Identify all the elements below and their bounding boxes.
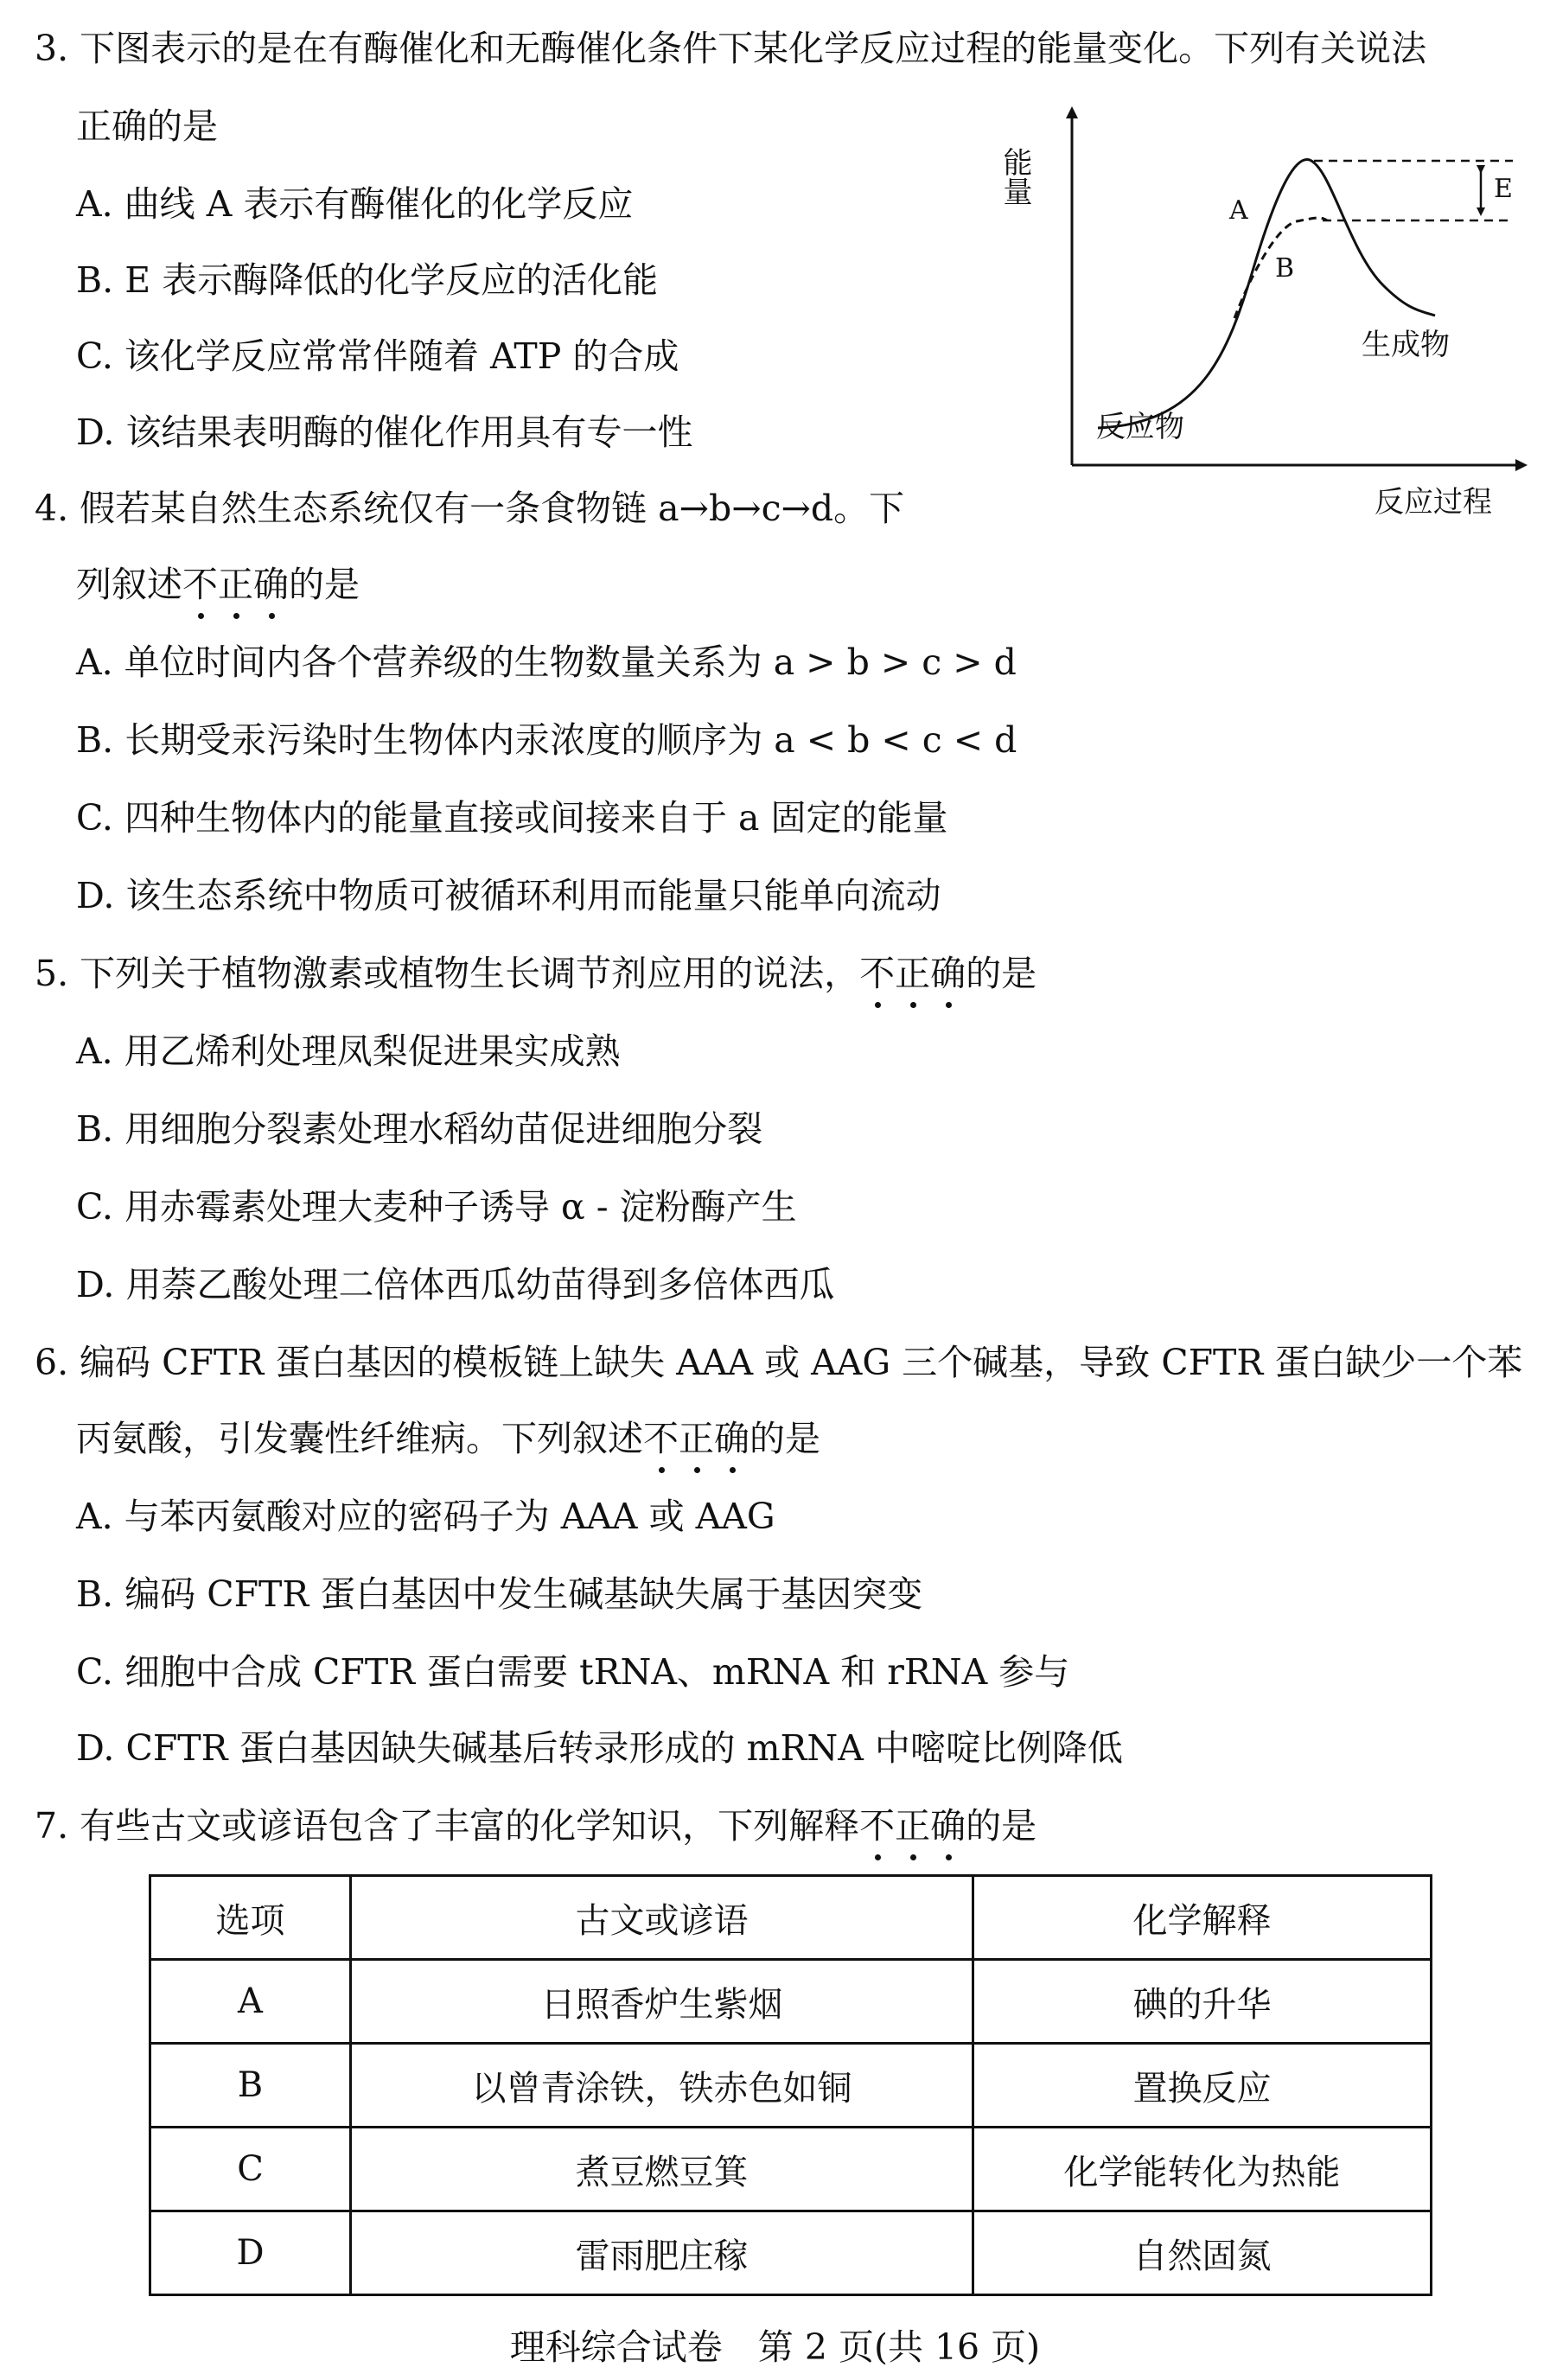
y-axis-label: 能量 (998, 147, 1032, 206)
table-header: 古文或谚语 (351, 1876, 973, 1960)
q7-stem: 7. 有些古文或谚语包含了丰富的化学知识，下列解释不正确的是 (35, 1805, 1037, 1847)
q4-option-b: B. 长期受汞污染时生物体内汞浓度的顺序为 a < b < c < d (76, 719, 1017, 761)
table-cell: 煮豆燃豆箕 (351, 2128, 973, 2211)
q6-option-a: A. 与苯丙氨酸对应的密码子为 AAA 或 AAG (76, 1496, 775, 1537)
table-cell: 以曾青涂铁，铁赤色如铜 (351, 2044, 973, 2128)
x-axis-label: 反应过程 (1375, 485, 1492, 520)
emphasis-char: 确 (930, 953, 966, 994)
curve-b-label: B (1275, 253, 1295, 284)
emphasis-char: 不 (643, 1418, 679, 1459)
q4-option-c: C. 四种生物体内的能量直接或间接来自于 a 固定的能量 (76, 797, 948, 839)
emphasis-char: 不 (859, 1805, 896, 1847)
table-header: 化学解释 (973, 1876, 1432, 1960)
table-cell: 日照香炉生紫烟 (351, 1960, 973, 2044)
q4-option-a: A. 单位时间内各个营养级的生物数量关系为 a > b > c > d (76, 641, 1017, 683)
emphasis-char: 确 (930, 1805, 966, 1847)
q3-option-a: A. 曲线 A 表示有酶催化的化学反应 (76, 183, 634, 225)
q3-stem-cont: 正确的是 (76, 105, 218, 147)
q5-option-c: C. 用赤霉素处理大麦种子诱导 α - 淀粉酶产生 (76, 1186, 797, 1228)
table-cell: 雷雨肥庄稼 (351, 2211, 973, 2295)
table-cell: D (150, 2211, 351, 2295)
curve-a-label: A (1229, 195, 1248, 226)
page-footer: 理科综合试卷 第 2 页(共 16 页) (509, 2326, 1041, 2368)
emphasis-char: 确 (714, 1418, 749, 1459)
emphasis-char: 正 (679, 1418, 714, 1459)
table-cell: 碘的升华 (973, 1960, 1432, 2044)
reactant-label: 反应物 (1096, 410, 1184, 444)
q5-option-a: A. 用乙烯利处理凤梨促进果实成熟 (76, 1030, 621, 1072)
q5-option-d: D. 用萘乙酸处理二倍体西瓜幼苗得到多倍体西瓜 (76, 1264, 835, 1305)
q6-option-b: B. 编码 CFTR 蛋白基因中发生碱基缺失属于基因突变 (76, 1573, 923, 1615)
emphasis-char: 正 (218, 564, 253, 605)
q3-option-c: C. 该化学反应常常伴随着 ATP 的合成 (76, 335, 679, 377)
q3-option-d: D. 该结果表明酶的催化作用具有专一性 (76, 412, 693, 453)
q6-option-c: C. 细胞中合成 CFTR 蛋白需要 tRNA、mRNA 和 rRNA 参与 (76, 1651, 1070, 1693)
table-cell: 自然固氮 (973, 2211, 1432, 2295)
product-label: 生成物 (1362, 328, 1450, 362)
q6-stem-cont: 丙氨酸，引发囊性纤维病。下列叙述不正确的是 (76, 1418, 820, 1459)
table-cell: A (150, 1960, 351, 2044)
emphasis-char: 正 (895, 1805, 931, 1847)
energy-diagram (994, 95, 1530, 527)
table-cell: C (150, 2128, 351, 2211)
table-cell: B (150, 2044, 351, 2128)
emphasis-char: 不 (182, 564, 218, 605)
q5-option-b: B. 用细胞分裂素处理水稻幼苗促进细胞分裂 (76, 1108, 763, 1150)
table-cell: 化学能转化为热能 (973, 2128, 1432, 2211)
q7-table (149, 1874, 1432, 2296)
q4-stem-cont: 列叙述不正确的是 (76, 564, 360, 605)
emphasis-char: 确 (253, 564, 289, 605)
table-header: 选项 (150, 1876, 351, 1960)
emphasis-char: 不 (859, 953, 896, 994)
table-row (150, 1960, 1432, 2044)
q4-option-d: D. 该生态系统中物质可被循环利用而能量只能单向流动 (76, 875, 941, 916)
q6-option-d: D. CFTR 蛋白基因缺失碱基后转录形成的 mRNA 中嘧啶比例降低 (76, 1727, 1123, 1769)
q4-stem: 4. 假若某自然生态系统仅有一条食物链 a→b→c→d。下 (35, 488, 905, 529)
table-row (150, 2128, 1432, 2211)
q5-stem: 5. 下列关于植物激素或植物生长调节剂应用的说法，不正确的是 (35, 953, 1037, 994)
table-row (150, 2044, 1432, 2128)
table-row (150, 2211, 1432, 2295)
curve-a (1098, 159, 1435, 428)
q6-stem: 6. 编码 CFTR 蛋白基因的模板链上缺失 AAA 或 AAG 三个碱基，导致 CFTR 蛋白缺少一个苯 (35, 1342, 1523, 1383)
table-header-row (150, 1876, 1432, 1960)
q3-option-b: B. E 表示酶降低的化学反应的活化能 (76, 259, 659, 301)
emphasis-char: 正 (895, 953, 931, 994)
q3-stem: 3. 下图表示的是在有酶催化和无酶催化条件下某化学反应过程的能量变化。下列有关说法 (35, 28, 1427, 69)
table-cell: 置换反应 (973, 2044, 1432, 2128)
e-label: E (1494, 174, 1513, 204)
